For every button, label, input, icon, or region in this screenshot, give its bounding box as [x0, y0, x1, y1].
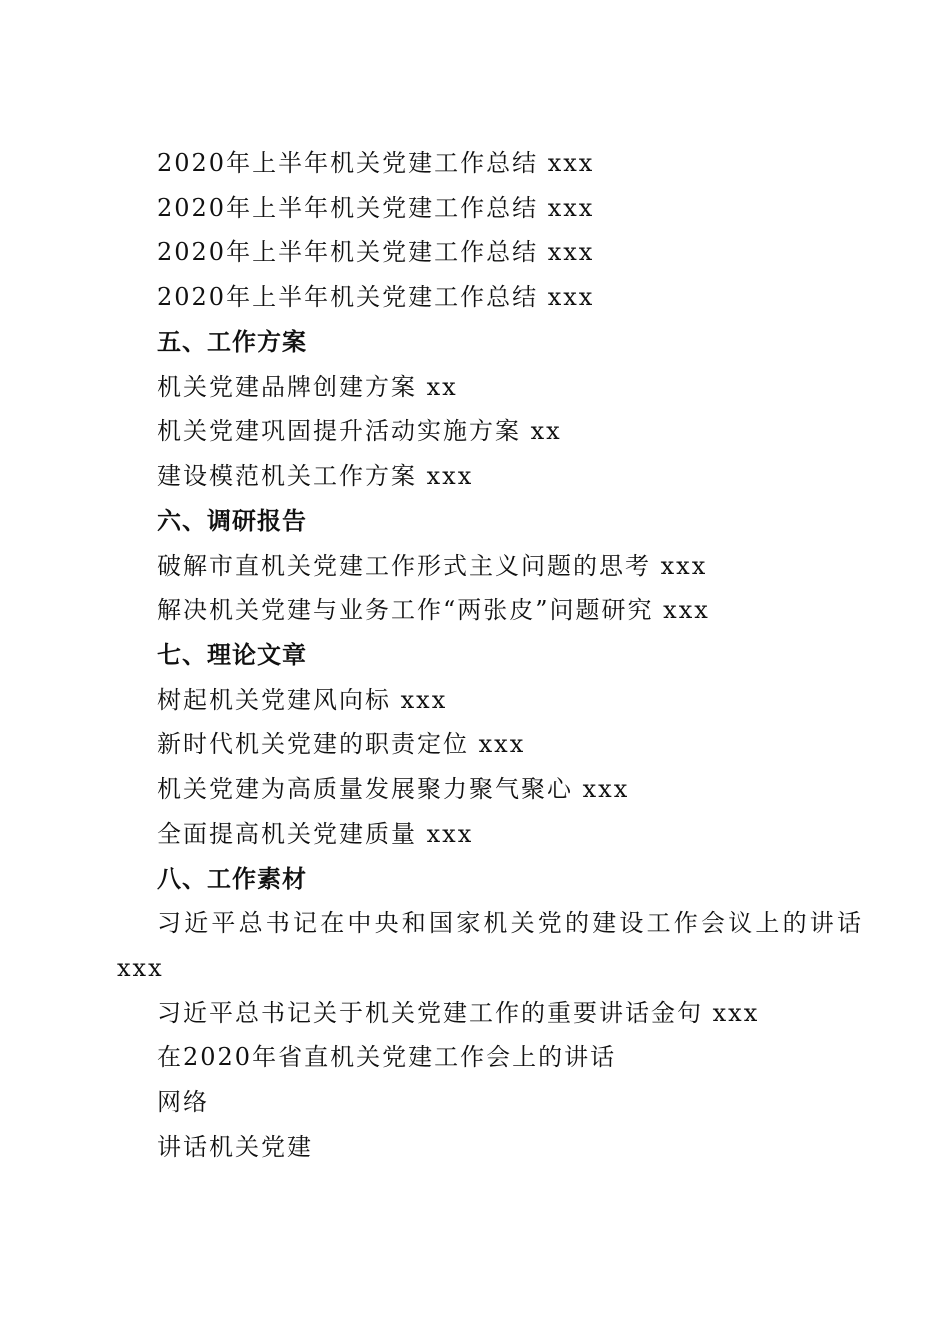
list-item: 建设模范机关工作方案 xxx [157, 462, 474, 490]
section-heading: 五、工作方案 [157, 328, 307, 356]
section-heading: 八、工作素材 [157, 865, 307, 893]
list-item: 习近平总书记关于机关党建工作的重要讲话金句 xxx [157, 999, 760, 1027]
list-item: 破解市直机关党建工作形式主义问题的思考 xxx [157, 552, 708, 580]
list-item: 机关党建品牌创建方案 xx [157, 373, 458, 401]
list-item: 新时代机关党建的职责定位 xxx [157, 730, 526, 758]
list-item: 树起机关党建风向标 xxx [157, 686, 448, 714]
section-heading: 六、调研报告 [157, 507, 307, 535]
list-item: 2020年上半年机关党建工作总结 xxx [157, 194, 595, 222]
list-item: 全面提高机关党建质量 xxx [157, 820, 474, 848]
list-item: 2020年上半年机关党建工作总结 xxx [157, 149, 595, 177]
section-heading: 七、理论文章 [157, 641, 307, 669]
list-item: 网络 [157, 1088, 209, 1116]
list-item: 讲话机关党建 [157, 1133, 313, 1161]
list-item-continuation: xxx [117, 954, 164, 982]
list-item: 在2020年省直机关党建工作会上的讲话 [157, 1043, 617, 1071]
list-item: 2020年上半年机关党建工作总结 xxx [157, 283, 595, 311]
list-item: 解决机关党建与业务工作“两张皮”问题研究 xxx [157, 596, 710, 624]
list-item: 习近平总书记在中央和国家机关党的建设工作会议上的讲话 [157, 909, 865, 937]
list-item: 2020年上半年机关党建工作总结 xxx [157, 238, 595, 266]
list-item: 机关党建为高质量发展聚力聚气聚心 xxx [157, 775, 630, 803]
list-item: 机关党建巩固提升活动实施方案 xx [157, 417, 562, 445]
